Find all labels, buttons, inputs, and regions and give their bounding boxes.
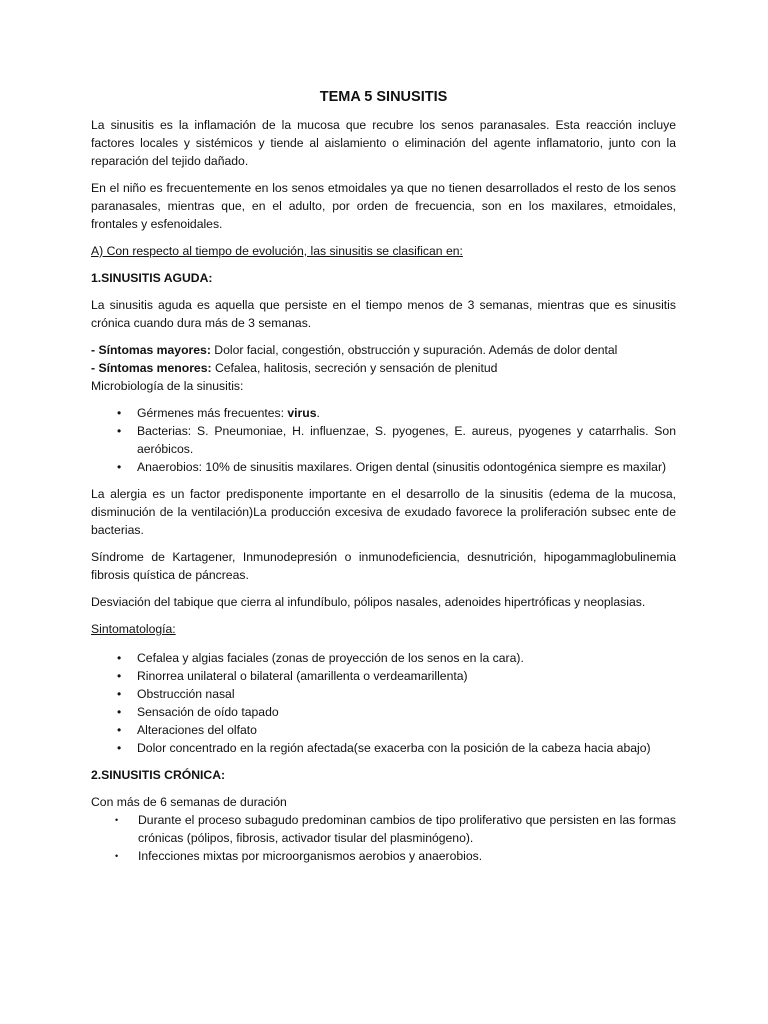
list-item: • Bacterias: S. Pneumoniae, H. influenzae, S. pyogenes, E. aureus, pyogenes y catarrhalis. Son aeróbicos. [117, 424, 676, 456]
intro-paragraph: La sinusitis es la inflamación de la mucosa que recubre los senos paranasales. Esta reacción incluye factores locales y sistémicos y tiende al aislamiento o eliminación del agente inflamatorio, junto con la reparación del tejido dañado. [91, 118, 676, 168]
sintomas-menores-label: - Síntomas menores: [91, 361, 212, 375]
bullet-icon: • [117, 406, 122, 420]
sintomas-mayores-text: Dolor facial, congestión, obstrucción y supuración. Además de dolor dental [210, 343, 618, 357]
microbiologia-list [91, 404, 676, 476]
bullet-icon: • [117, 669, 122, 683]
list-item: • Anaerobios: 10% de sinusitis maxilares. Origen dental (sinusitis odontogénica siempre es maxilar) [117, 460, 667, 474]
list-item: • Dolor concentrado en la región afectada(se exacerba con la posición de la cabeza hacia abajo) [117, 741, 651, 755]
list-item: • Infecciones mixtas por microorganismos aerobios y anaerobios. [115, 849, 483, 863]
list-item: • Durante el proceso subagudo predominan cambios de tipo proliferativo que persisten en las formas crónicas (pólipos, fibrosis, activador tisular del plasminógeno). [115, 813, 676, 845]
bullet-icon: • [117, 723, 122, 737]
sintomas-mayores-line [91, 341, 676, 359]
microbiologia-label: Microbiología de la sinusitis: [91, 379, 244, 393]
cronica-heading: 2.SINUSITIS CRÓNICA: [91, 768, 226, 782]
page-title: TEMA 5 SINUSITIS [319, 89, 448, 105]
bullet-icon: • [115, 815, 119, 825]
aguda-definition: La sinusitis aguda es aquella que persiste en el tiempo menos de 3 semanas, mientras que es sinusitis crónica cuando dura más de 3 semanas. [91, 298, 676, 330]
sintomas-mayores-label: - Síntomas mayores: [91, 343, 211, 357]
list-item: • Cefalea y algias faciales (zonas de proyección de los senos en la cara). [117, 651, 524, 665]
cronica-list [91, 811, 676, 865]
list-item: • Obstrucción nasal [117, 687, 235, 701]
bullet-icon: • [117, 705, 122, 719]
bullet-icon: • [117, 424, 122, 438]
bullet-icon: • [117, 460, 122, 474]
list-item: • Rinorrea unilateral o bilateral (amarillenta o verdeamarillenta) [117, 669, 468, 683]
cronica-duracion: Con más de 6 semanas de duración [91, 795, 287, 809]
sintomatologia-list [91, 649, 676, 757]
alergia-paragraph: La alergia es un factor predisponente importante en el desarrollo de la sinusitis (edema de la mucosa, disminución de la ventilación)La producción excesiva de exudado favorece la proliferación subsec ente de bacterias. [91, 487, 676, 537]
aguda-heading: 1.SINUSITIS AGUDA: [91, 271, 213, 285]
sintomas-menores-line [91, 359, 676, 377]
sintomas-menores-text: Cefalea, halitosis, secreción y sensación de plenitud [211, 361, 498, 375]
list-item: • Sensación de oído tapado [117, 705, 279, 719]
bullet-icon: • [117, 687, 122, 701]
section-a-heading: A) Con respecto al tiempo de evolución, las sinusitis se clasifican en: [91, 244, 463, 258]
bullet-icon: • [117, 651, 122, 665]
kartagener-paragraph: Síndrome de Kartagener, Inmunodepresión o inmunodeficiencia, desnutrición, hipogammaglobulinemia fibrosis quística de páncreas. [91, 550, 676, 582]
sintomatologia-heading: Sintomatología: [91, 622, 176, 636]
nino-paragraph: En el niño es frecuentemente en los senos etmoidales ya que no tienen desarrollados el resto de los senos paranasales, mientras que, en el adulto, por orden de frecuencia, son en los maxilares, etmoidales, frontales y esfenoidales. [91, 181, 676, 231]
desviacion-paragraph: Desviación del tabique que cierra al infundíbulo, pólipos nasales, adenoides hipertróficas y neoplasias. [91, 595, 646, 609]
bullet-icon: • [117, 741, 122, 755]
list-item: • Alteraciones del olfato [117, 723, 257, 737]
list-item: • Gérmenes más frecuentes: virus. [117, 406, 320, 420]
bullet-icon: • [115, 851, 119, 861]
